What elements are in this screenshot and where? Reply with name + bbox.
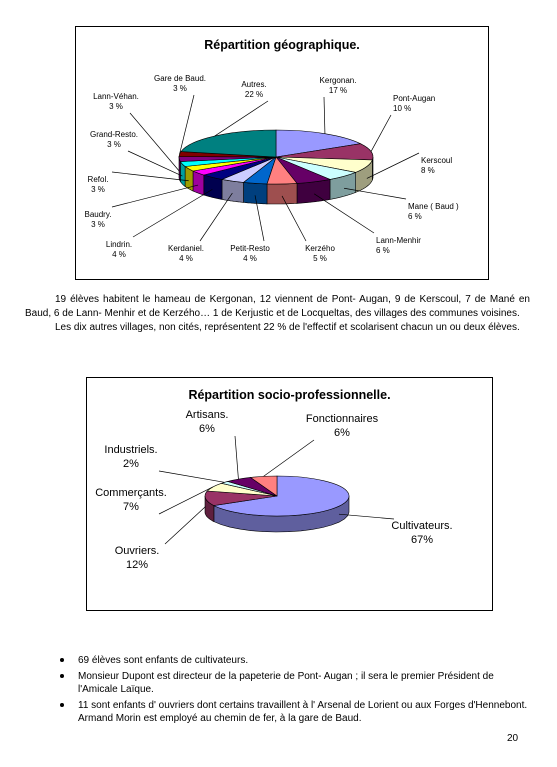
- geo-pie-label: Autres. 22 %: [241, 80, 267, 99]
- geo-pie-label: Petit-Resto 4 %: [230, 244, 270, 263]
- socio-pie-label: Commerçants. 7%: [95, 487, 167, 513]
- paragraph-line-2: Les dix autres villages, non cités, représentent 22 % de l'effectif et scolarisent chacun un ou deux élèves.: [55, 322, 520, 333]
- geo-pie-label: Gare de Baud. 3 %: [153, 74, 207, 93]
- bullet-item: 69 élèves sont enfants de cultivateurs.: [58, 654, 528, 667]
- geo-pie-label: Kerzého 5 %: [305, 244, 335, 263]
- geo-pie-leader: [314, 194, 374, 233]
- page-number: 20: [507, 733, 519, 744]
- geo-pie-leader: [324, 97, 325, 134]
- geographic-chart: [75, 26, 489, 280]
- geo-pie-label: Refol. 3 %: [87, 175, 109, 194]
- geo-pie-label: Baudry. 3 %: [84, 210, 112, 229]
- geo-pie-label: Kergonan. 17 %: [319, 76, 357, 95]
- geo-pie-slice-side: [244, 182, 268, 204]
- socio-pie-label: Industriels. 2%: [104, 444, 158, 470]
- geo-pie-leader: [344, 188, 406, 199]
- geo-pie-leader: [367, 153, 419, 178]
- socio-pie-label: Fonctionnaires 6%: [305, 413, 379, 439]
- socio-pie-leader: [235, 436, 238, 479]
- socio-pie-label: Ouvriers. 12%: [114, 545, 160, 571]
- geo-pie-label: Pont-Augan 10 %: [393, 94, 436, 113]
- socio-pie-label: Artisans. 6%: [185, 409, 229, 435]
- geo-pie-leader: [200, 193, 232, 241]
- geo-pie-label: Lindrin. 4 %: [105, 240, 133, 259]
- geo-pie-leader: [112, 185, 198, 207]
- geo-pie-leader: [128, 151, 182, 176]
- socio-pie-label: Cultivateurs. 67%: [391, 520, 453, 546]
- geo-pie-label: Grand-Resto. 3 %: [89, 130, 139, 149]
- socio-pie-leader: [264, 440, 314, 476]
- geo-pie-label: Kerdaniel. 4 %: [167, 244, 205, 263]
- geo-pie-label: Lann-Véhan. 3 %: [93, 92, 139, 111]
- paragraph-line-1: 19 élèves habitent le hameau de Kergonan, 12 viennent de Pont- Augan, 9 de Kerscoul, 7 de Mané en Baud, 6 de Lann- Menhir et de Kerzého… 1 de Kerjustic et de Locqueltas, des villages des communes voisines.: [25, 294, 530, 319]
- bullet-list: [58, 654, 528, 728]
- geo-pie-label: Mane ( Baud ) 6 %: [408, 202, 459, 221]
- geo-pie-label: Lann-Menhir 6 %: [376, 236, 421, 255]
- socio-chart-title: Répartition socio-professionnelle.: [188, 388, 391, 402]
- socio-pie-leader: [159, 471, 225, 482]
- socio-professional-chart: [86, 377, 493, 611]
- geo-pie-label: Kerscoul 8 %: [421, 156, 453, 175]
- socio-pie-leader: [165, 507, 206, 544]
- geo-pie-slice-side: [222, 179, 244, 202]
- geographic-chart-title: Répartition géographique.: [204, 38, 360, 52]
- bullet-item: 11 sont enfants d' ouvriers dont certains travaillent à l' Arsenal de Lorient ou aux Forges d'Hennebont. Armand Morin est employé au chemin de fer, à la gare de Baud.: [58, 699, 528, 725]
- intro-paragraph: [25, 293, 530, 335]
- geo-pie-leader: [133, 189, 212, 237]
- geo-pie-leader: [130, 113, 179, 171]
- geo-pie-slice-side: [267, 183, 297, 204]
- geo-pie-leader: [371, 115, 391, 152]
- bullet-item: Monsieur Dupont est directeur de la papeterie de Pont- Augan ; il sera le premier Président de l'Amicale Laïque.: [58, 670, 528, 696]
- geographic-pie-svg: [76, 27, 488, 279]
- socio-pie-svg: [87, 378, 492, 610]
